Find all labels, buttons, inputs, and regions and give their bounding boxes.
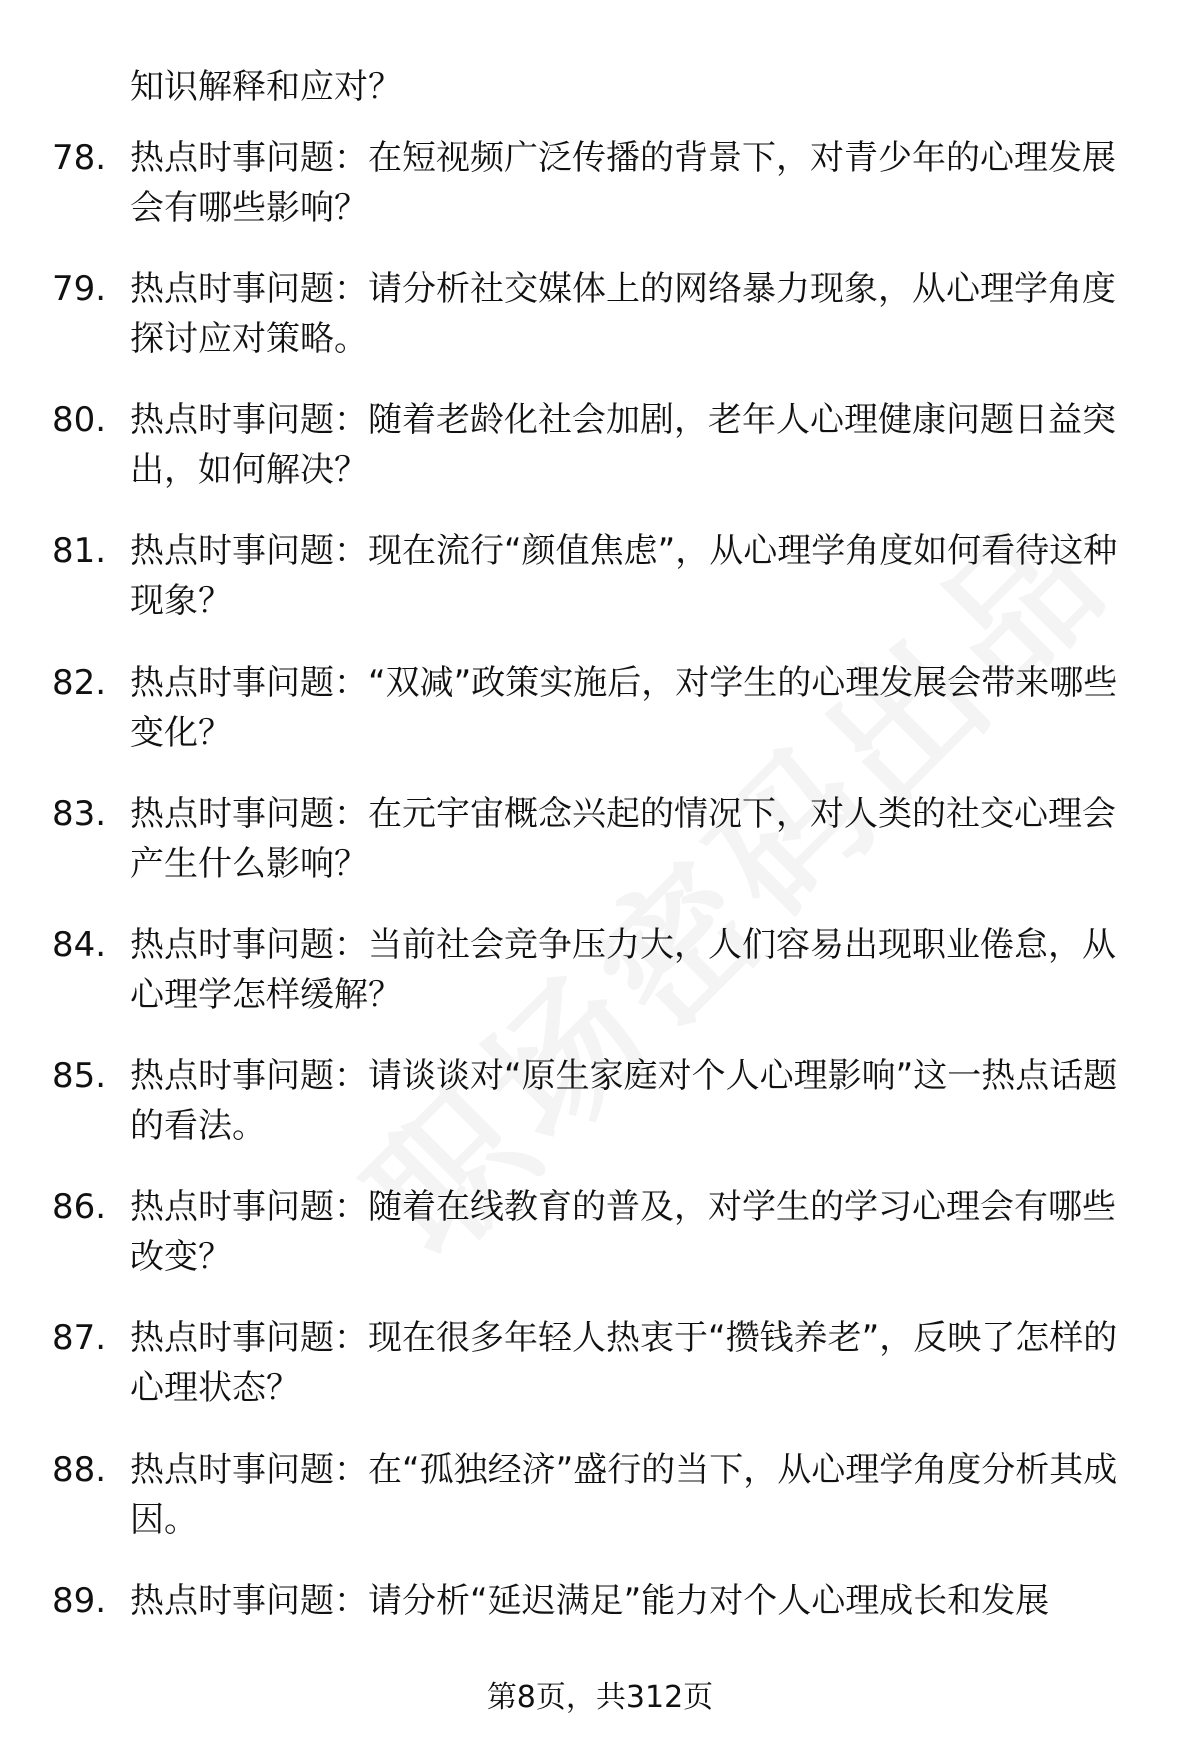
item-number: 83. [52, 794, 107, 834]
item-number: 89. [52, 1581, 107, 1621]
item-number: 78. [52, 138, 107, 178]
item-text: 热点时事问题：请分析“延迟满足”能力对个人心理成长和发展 [130, 1581, 1050, 1621]
item-number: 79. [52, 269, 107, 309]
item-number: 85. [52, 1056, 107, 1096]
list-item [52, 395, 1152, 495]
item-number: 80. [52, 400, 107, 440]
item-text: 热点时事问题：现在流行“颜值焦虑”，从心理学角度如何看待这种现象？ [130, 531, 1118, 621]
item-number: 84. [52, 925, 107, 965]
item-text: 热点时事问题：随着老龄化社会加剧，老年人心理健康问题日益突出，如何解决？ [130, 400, 1116, 490]
item-number: 81. [52, 531, 107, 571]
list-item [52, 1445, 1152, 1545]
item-text: 热点时事问题：“双减”政策实施后，对学生的心理发展会带来哪些变化？ [130, 663, 1118, 753]
item-text: 热点时事问题：随着在线教育的普及，对学生的学习心理会有哪些改变？ [130, 1187, 1116, 1277]
item-number: 82. [52, 663, 107, 703]
item-text: 热点时事问题：现在很多年轻人热衷于“攒钱养老”，反映了怎样的心理状态？ [130, 1318, 1118, 1408]
item-number: 87. [52, 1318, 107, 1358]
list-item [52, 789, 1152, 889]
item-text: 热点时事问题：在元宇宙概念兴起的情况下，对人类的社交心理会产生什么影响？ [130, 794, 1116, 884]
item-text: 热点时事问题：当前社会竞争压力大，人们容易出现职业倦怠，从心理学怎样缓解？ [130, 925, 1116, 1015]
continued-text: 知识解释和应对？ [130, 67, 402, 107]
item-text: 热点时事问题：请谈谈对“原生家庭对个人心理影响”这一热点话题的看法。 [130, 1056, 1118, 1146]
list-item [52, 1051, 1152, 1151]
list-item [52, 526, 1152, 626]
item-number: 86. [52, 1187, 107, 1227]
list-item [52, 133, 1152, 233]
list-item [52, 920, 1152, 1020]
page-footer: 第8页，共312页 [486, 1680, 714, 1715]
list-item [52, 1182, 1152, 1282]
item-text: 热点时事问题：在短视频广泛传播的背景下，对青少年的心理发展会有哪些影响？ [130, 138, 1116, 228]
list-item [52, 1576, 1152, 1626]
item-text: 热点时事问题：请分析社交媒体上的网络暴力现象，从心理学角度探讨应对策略。 [130, 269, 1116, 359]
list-item [52, 264, 1152, 364]
item-number: 88. [52, 1450, 107, 1490]
list-item [52, 658, 1152, 758]
item-text: 热点时事问题：在“孤独经济”盛行的当下，从心理学角度分析其成因。 [130, 1450, 1118, 1540]
list-item [52, 1313, 1152, 1413]
